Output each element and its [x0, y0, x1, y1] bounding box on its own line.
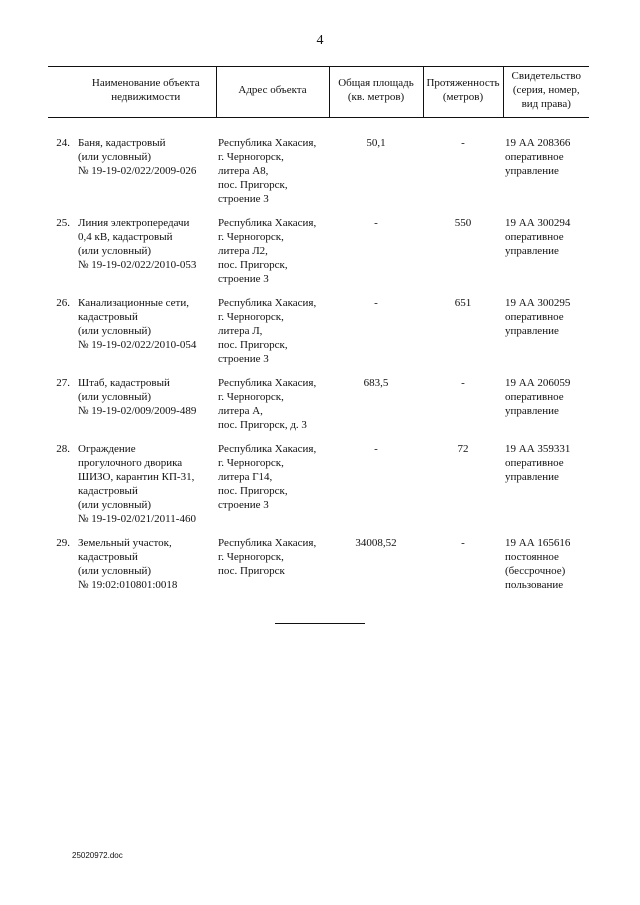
- object-address: [216, 296, 329, 376]
- header-line: (метров): [442, 91, 484, 103]
- object-length: 550: [454, 217, 472, 229]
- object-certificate: [503, 536, 589, 602]
- object-address-line: пос. Пригорск, д. 3: [218, 419, 307, 431]
- object-name-line: (или условный): [78, 499, 152, 511]
- object-address: [216, 376, 329, 442]
- object-certificate-line: постоянное: [505, 551, 559, 563]
- table-row: [48, 376, 589, 442]
- object-name-line: № 19-19-02/022/2010-054: [78, 339, 197, 351]
- table-row: [48, 118, 589, 217]
- object-address-line: г. Черногорск,: [218, 391, 284, 403]
- table-row: [48, 442, 589, 536]
- object-area: 50,1: [366, 137, 386, 149]
- header-line: Общая площадь: [338, 77, 414, 89]
- header-line: Наименование объекта: [91, 77, 200, 89]
- object-name: [76, 118, 216, 217]
- object-name-line: № 19-19-02/021/2011-460: [78, 513, 196, 525]
- row-number: 29.: [56, 537, 70, 549]
- object-certificate-line: оперативное: [505, 457, 564, 469]
- object-certificate: [503, 376, 589, 442]
- object-address-line: литера А8,: [218, 165, 269, 177]
- object-address-line: пос. Пригорск,: [218, 179, 288, 191]
- object-certificate-line: оперативное: [505, 151, 564, 163]
- object-certificate-line: 19 АА 300294: [505, 217, 571, 229]
- object-address-line: литера Л2,: [218, 245, 268, 257]
- object-address: [216, 442, 329, 536]
- object-certificate-line: 19 АА 208366: [505, 137, 571, 149]
- object-address-line: Республика Хакасия,: [218, 217, 317, 229]
- object-name-line: (или условный): [78, 245, 152, 257]
- object-certificate-line: (бессрочное): [505, 565, 566, 577]
- object-address: [216, 536, 329, 602]
- object-certificate: [503, 296, 589, 376]
- header-line: Свидетельство: [511, 70, 581, 82]
- object-address-line: Республика Хакасия,: [218, 377, 317, 389]
- object-length: 651: [454, 297, 472, 309]
- header-line: (кв. метров): [347, 91, 405, 103]
- row-number: 25.: [56, 217, 70, 229]
- object-name-line: № 19:02:010801:0018: [78, 579, 178, 591]
- object-address-line: г. Черногорск,: [218, 551, 284, 563]
- object-certificate-line: 19 АА 206059: [505, 377, 571, 389]
- table-row: [48, 216, 589, 296]
- object-address-line: г. Черногорск,: [218, 231, 284, 243]
- object-name-line: (или условный): [78, 325, 152, 337]
- table-header-row: [48, 67, 589, 118]
- object-name-line: № 19-19-02/022/2009-026: [78, 165, 197, 177]
- property-table: [48, 66, 589, 602]
- object-address-line: г. Черногорск,: [218, 457, 284, 469]
- object-name-line: кадастровый: [78, 485, 138, 497]
- object-length: -: [461, 137, 465, 149]
- table-body: [48, 118, 589, 603]
- object-certificate-line: 19 АА 165616: [505, 537, 571, 549]
- object-name: [76, 376, 216, 442]
- object-certificate-line: управление: [505, 245, 559, 257]
- object-length: 72: [457, 443, 469, 455]
- header-certificate: [503, 67, 589, 118]
- object-address-line: литера Л,: [218, 325, 263, 337]
- header-line: недвижимости: [111, 91, 181, 103]
- object-name-line: Линия электропередачи: [78, 217, 190, 229]
- object-area: -: [374, 297, 378, 309]
- object-address-line: пос. Пригорск,: [218, 485, 288, 497]
- table-row: [48, 296, 589, 376]
- object-name-line: прогулочного дворика: [78, 457, 183, 469]
- object-name-line: Земельный участок,: [78, 537, 172, 549]
- header-line: вид права): [521, 98, 571, 110]
- object-address-line: литера А,: [218, 405, 263, 417]
- object-name-line: (или условный): [78, 565, 152, 577]
- row-number: 24.: [56, 137, 70, 149]
- object-area: 683,5: [363, 377, 389, 389]
- object-name-line: (или условный): [78, 151, 152, 163]
- object-certificate-line: оперативное: [505, 231, 564, 243]
- object-name: [76, 536, 216, 602]
- object-name-line: Канализационные сети,: [78, 297, 189, 309]
- object-certificate-line: оперативное: [505, 311, 564, 323]
- object-certificate-line: 19 АА 300295: [505, 297, 571, 309]
- object-address-line: строение 3: [218, 499, 269, 511]
- object-address-line: пос. Пригорск,: [218, 259, 288, 271]
- object-certificate: [503, 118, 589, 217]
- object-address: [216, 118, 329, 217]
- object-name-line: кадастровый: [78, 551, 138, 563]
- object-address-line: строение 3: [218, 353, 269, 365]
- object-certificate-line: оперативное: [505, 391, 564, 403]
- row-number: 28.: [56, 443, 70, 455]
- header-number: [48, 67, 76, 118]
- object-certificate-line: управление: [505, 471, 559, 483]
- object-length: -: [461, 377, 465, 389]
- object-name-line: Штаб, кадастровый: [78, 377, 170, 389]
- header-address: [216, 67, 329, 118]
- footer-filename: 25020972.doc: [72, 851, 123, 860]
- object-address-line: строение 3: [218, 193, 269, 205]
- object-address-line: г. Черногорск,: [218, 311, 284, 323]
- object-address-line: строение 3: [218, 273, 269, 285]
- object-name-line: (или условный): [78, 391, 152, 403]
- object-address-line: литера Г14,: [218, 471, 273, 483]
- object-certificate-line: 19 АА 359331: [505, 443, 571, 455]
- object-address-line: пос. Пригорск: [218, 565, 285, 577]
- row-number: 27.: [56, 377, 70, 389]
- object-name-line: № 19-19-02/009/2009-489: [78, 405, 197, 417]
- object-address-line: Республика Хакасия,: [218, 443, 317, 455]
- object-area: 34008,52: [355, 537, 397, 549]
- object-name-line: ШИЗО, карантин КП-31,: [78, 471, 195, 483]
- object-name-line: 0,4 кВ, кадастровый: [78, 231, 173, 243]
- object-name: [76, 216, 216, 296]
- object-certificate-line: управление: [505, 405, 559, 417]
- object-name-line: кадастровый: [78, 311, 138, 323]
- header-area: [329, 67, 423, 118]
- object-name-line: Баня, кадастровый: [78, 137, 166, 149]
- object-certificate-line: управление: [505, 165, 559, 177]
- object-certificate-line: управление: [505, 325, 559, 337]
- object-address-line: Республика Хакасия,: [218, 297, 317, 309]
- header-line: Адрес объекта: [238, 84, 307, 96]
- object-address-line: пос. Пригорск,: [218, 339, 288, 351]
- header-length: [423, 67, 503, 118]
- object-address-line: г. Черногорск,: [218, 151, 284, 163]
- object-address-line: Республика Хакасия,: [218, 137, 317, 149]
- object-length: -: [461, 537, 465, 549]
- page-number: 4: [316, 33, 324, 48]
- row-number: 26.: [56, 297, 70, 309]
- object-area: -: [374, 443, 378, 455]
- object-name: [76, 442, 216, 536]
- object-name-line: Ограждение: [78, 443, 136, 455]
- end-divider: [275, 623, 365, 624]
- header-name: [76, 67, 216, 118]
- header-line: Протяженность: [426, 77, 500, 89]
- table-row: [48, 536, 589, 602]
- object-area: -: [374, 217, 378, 229]
- object-name-line: № 19-19-02/022/2010-053: [78, 259, 197, 271]
- object-certificate-line: пользование: [505, 579, 564, 591]
- object-address: [216, 216, 329, 296]
- header-line: (серия, номер,: [512, 84, 580, 96]
- object-certificate: [503, 216, 589, 296]
- object-address-line: Республика Хакасия,: [218, 537, 317, 549]
- object-certificate: [503, 442, 589, 536]
- object-name: [76, 296, 216, 376]
